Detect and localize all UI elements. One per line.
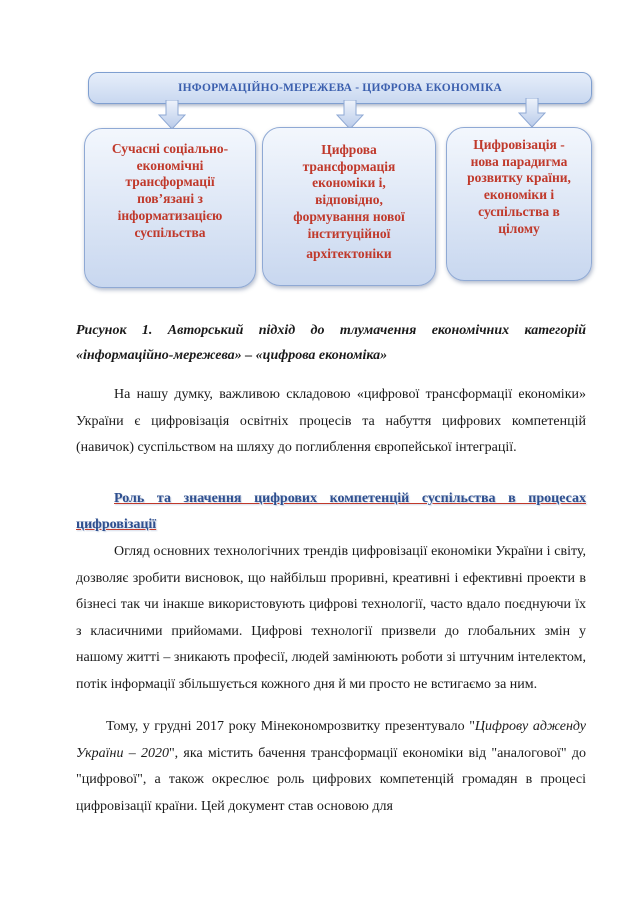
diagram-banner-title: ІНФОРМАЦІЙНО-МЕРЕЖЕВА - ЦИФРОВА ЕКОНОМІКА: [177, 82, 503, 94]
paragraph-trends: Огляд основних технологічних трендів цифровізації економіки України і світу, дозволяє зробити висновок, що найбільш проривні, креативні і ефективні проекти в бізнесі так чи інакше використовують цифрові технології, часто вдало поєднуючи їх з класичними прийомами. Цифрові технології призвели до глобальних змін у нашому житті – зникають професії, людей замінюють роботи зі штучним інтелектом, потік інформації збільшується кожного дня й ми просто не встигаємо за ним.: [76, 544, 586, 692]
paragraph-digital-agenda: Тому, у грудні 2017 року Мінекономрозвитку презентувало "Цифрову адженду України – 2020", яка містить бачення трансформації економіки від "аналогової" до "цифрової", а також окреслює роль цифрових компетенцій громадян в процесі цифровізації країни. Цей документ став основою для: [76, 719, 587, 814]
figure-caption: Рисунок 1. Авторський підхід до тлумачення економічних категорій «інформаційно-мережева» – «цифрова економіка»: [76, 323, 586, 363]
section-heading-text: Роль та значення цифрових компетенцій суспільства в процесах цифровізації: [76, 491, 586, 532]
diagram-box-digital-transformation: [262, 127, 436, 286]
arrow-down-icon: [336, 100, 364, 130]
diagram-box-socioeconomic: [84, 128, 256, 288]
section-heading: [76, 486, 586, 538]
digital-agenda-title: Цифрову адженду України – 2020: [76, 719, 587, 761]
diagram-box-text: Цифровізація - нова парадигма розвитку країни, економіки і суспільства в цілому: [467, 137, 571, 236]
arrow-down-icon: [158, 100, 186, 130]
diagram-box-digitalization: [446, 127, 592, 281]
diagram-box-text: Сучасні соціально- економічні трансформації пов’язані з інформатизацією суспільства: [111, 141, 229, 240]
paragraph-opinion: На нашу думку, важливою складовою «цифрової трансформації економіки» України є цифровізація освітніх процесів та набуття цифрових компетенцій (навичок) суспільством на шляху до поглиблення європейської інтеграції.: [76, 387, 586, 455]
diagram-box-text: Цифрова трансформація економіки і, відповідно, формування нової інституційної архітектоніки: [293, 142, 405, 262]
arrow-down-icon: [518, 98, 546, 128]
